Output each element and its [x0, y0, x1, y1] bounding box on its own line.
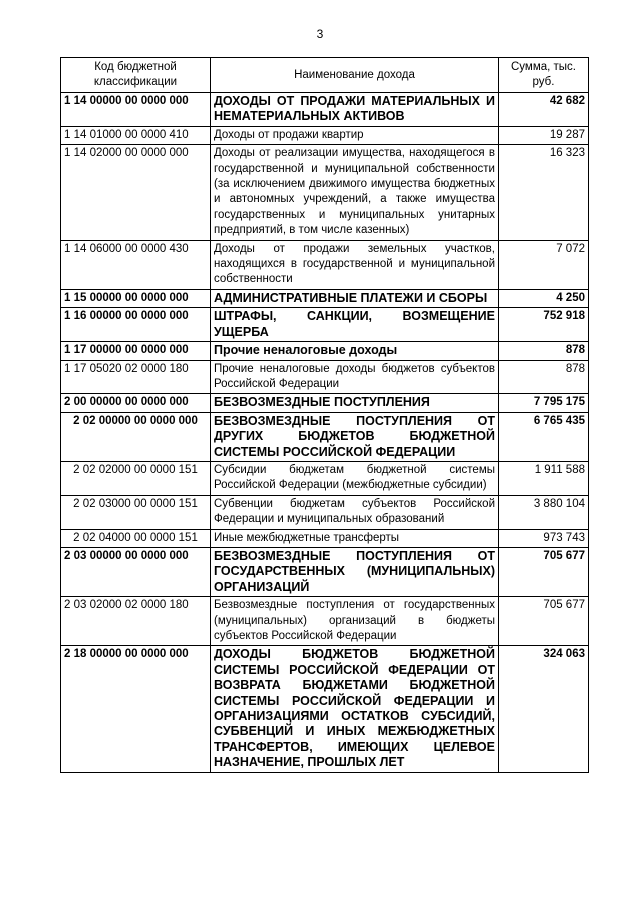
row-sum: 705 677 [499, 597, 589, 646]
row-name: Прочие неналоговые доходы [211, 342, 499, 360]
row-code: 1 14 00000 00 0000 000 [61, 93, 211, 127]
row-code: 2 18 00000 00 0000 000 [61, 646, 211, 772]
row-code: 2 00 00000 00 0000 000 [61, 394, 211, 412]
row-sum: 16 323 [499, 145, 589, 240]
row-sum: 6 765 435 [499, 412, 589, 461]
row-code: 2 03 00000 00 0000 000 [61, 547, 211, 596]
row-name: БЕЗВОЗМЕЗДНЫЕ ПОСТУПЛЕНИЯ ОТ ДРУГИХ БЮДЖЕТОВ БЮДЖЕТНОЙ СИСТЕМЫ РОССИЙСКОЙ ФЕДЕРАЦИИ [211, 412, 499, 461]
row-name: Прочие неналоговые доходы бюджетов субъектов Российской Федерации [211, 360, 499, 394]
row-code: 1 16 00000 00 0000 000 [61, 308, 211, 342]
table-row [61, 495, 589, 529]
table-row [61, 547, 589, 596]
row-name: Доходы от продажи квартир [211, 126, 499, 144]
row-sum: 1 911 588 [499, 461, 589, 495]
page-number: 3 [316, 27, 324, 41]
table-row [61, 597, 589, 646]
row-sum: 4 250 [499, 289, 589, 307]
row-sum: 3 880 104 [499, 495, 589, 529]
row-name: ДОХОДЫ БЮДЖЕТОВ БЮДЖЕТНОЙ СИСТЕМЫ РОССИЙСКОЙ ФЕДЕРАЦИИ ОТ ВОЗВРАТА БЮДЖЕТАМИ БЮДЖЕТНОЙ СИСТЕМЫ РОССИЙСКОЙ ФЕДЕРАЦИИ И ОРГАНИЗАЦИЯМИ ОСТАТКОВ СУБСИДИЙ, СУБВЕНЦИЙ И ИНЫХ МЕЖБЮДЖЕТНЫХ ТРАНСФЕРТОВ, ИМЕЮЩИХ ЦЕЛЕВОЕ НАЗНАЧЕНИЕ, ПРОШЛЫХ ЛЕТ [211, 646, 499, 772]
row-code: 1 17 05020 02 0000 180 [61, 360, 211, 394]
table-row [61, 308, 589, 342]
row-sum: 7 795 175 [499, 394, 589, 412]
row-name: Доходы от реализации имущества, находящегося в государственной и муниципальной собственности (за исключением движимого имущества бюджетных и автономных учреждений, а также имущества государственных и муниципальных унитарных предприятий, в том числе казенных) [211, 145, 499, 240]
row-code: 2 02 02000 00 0000 151 [61, 461, 211, 495]
row-sum: 7 072 [499, 240, 589, 289]
table-row [61, 145, 589, 240]
row-name: АДМИНИСТРАТИВНЫЕ ПЛАТЕЖИ И СБОРЫ [211, 289, 499, 307]
row-name: БЕЗВОЗМЕЗДНЫЕ ПОСТУПЛЕНИЯ ОТ ГОСУДАРСТВЕННЫХ (МУНИЦИПАЛЬНЫХ) ОРГАНИЗАЦИЙ [211, 547, 499, 596]
row-sum: 42 682 [499, 93, 589, 127]
row-sum: 878 [499, 342, 589, 360]
row-code: 1 14 02000 00 0000 000 [61, 145, 211, 240]
row-sum: 324 063 [499, 646, 589, 772]
table-row [61, 529, 589, 547]
row-name: Доходы от продажи земельных участков, находящихся в государственной и муниципальной собственности [211, 240, 499, 289]
table-row [61, 394, 589, 412]
table-row [61, 126, 589, 144]
header-code: Код бюджетной классификации [61, 58, 211, 93]
row-name: ДОХОДЫ ОТ ПРОДАЖИ МАТЕРИАЛЬНЫХ И НЕМАТЕРИАЛЬНЫХ АКТИВОВ [211, 93, 499, 127]
table-row [61, 342, 589, 360]
table-row [61, 240, 589, 289]
table-row [61, 461, 589, 495]
table-row [61, 360, 589, 394]
row-code: 1 15 00000 00 0000 000 [61, 289, 211, 307]
row-sum: 752 918 [499, 308, 589, 342]
header-sum: Сумма, тыс. руб. [499, 58, 589, 93]
row-code: 2 02 00000 00 0000 000 [61, 412, 211, 461]
row-sum: 19 287 [499, 126, 589, 144]
table-header-row [61, 58, 589, 93]
table-row [61, 93, 589, 127]
row-name: ШТРАФЫ, САНКЦИИ, ВОЗМЕЩЕНИЕ УЩЕРБА [211, 308, 499, 342]
row-sum: 973 743 [499, 529, 589, 547]
revenue-table [60, 57, 589, 773]
row-name: Безвозмездные поступления от государственных (муниципальных) организаций в бюджеты субъектов Российской Федерации [211, 597, 499, 646]
table-row [61, 412, 589, 461]
row-name: Субвенции бюджетам субъектов Российской Федерации и муниципальных образований [211, 495, 499, 529]
row-code: 2 02 03000 00 0000 151 [61, 495, 211, 529]
row-name: Иные межбюджетные трансферты [211, 529, 499, 547]
row-sum: 705 677 [499, 547, 589, 596]
row-sum: 878 [499, 360, 589, 394]
row-code: 1 14 06000 00 0000 430 [61, 240, 211, 289]
table-row [61, 289, 589, 307]
header-name: Наименование дохода [211, 58, 499, 93]
row-name: БЕЗВОЗМЕЗДНЫЕ ПОСТУПЛЕНИЯ [211, 394, 499, 412]
row-code: 2 03 02000 02 0000 180 [61, 597, 211, 646]
row-name: Субсидии бюджетам бюджетной системы Российской Федерации (межбюджетные субсидии) [211, 461, 499, 495]
table-row [61, 646, 589, 772]
row-code: 1 17 00000 00 0000 000 [61, 342, 211, 360]
row-code: 1 14 01000 00 0000 410 [61, 126, 211, 144]
row-code: 2 02 04000 00 0000 151 [61, 529, 211, 547]
